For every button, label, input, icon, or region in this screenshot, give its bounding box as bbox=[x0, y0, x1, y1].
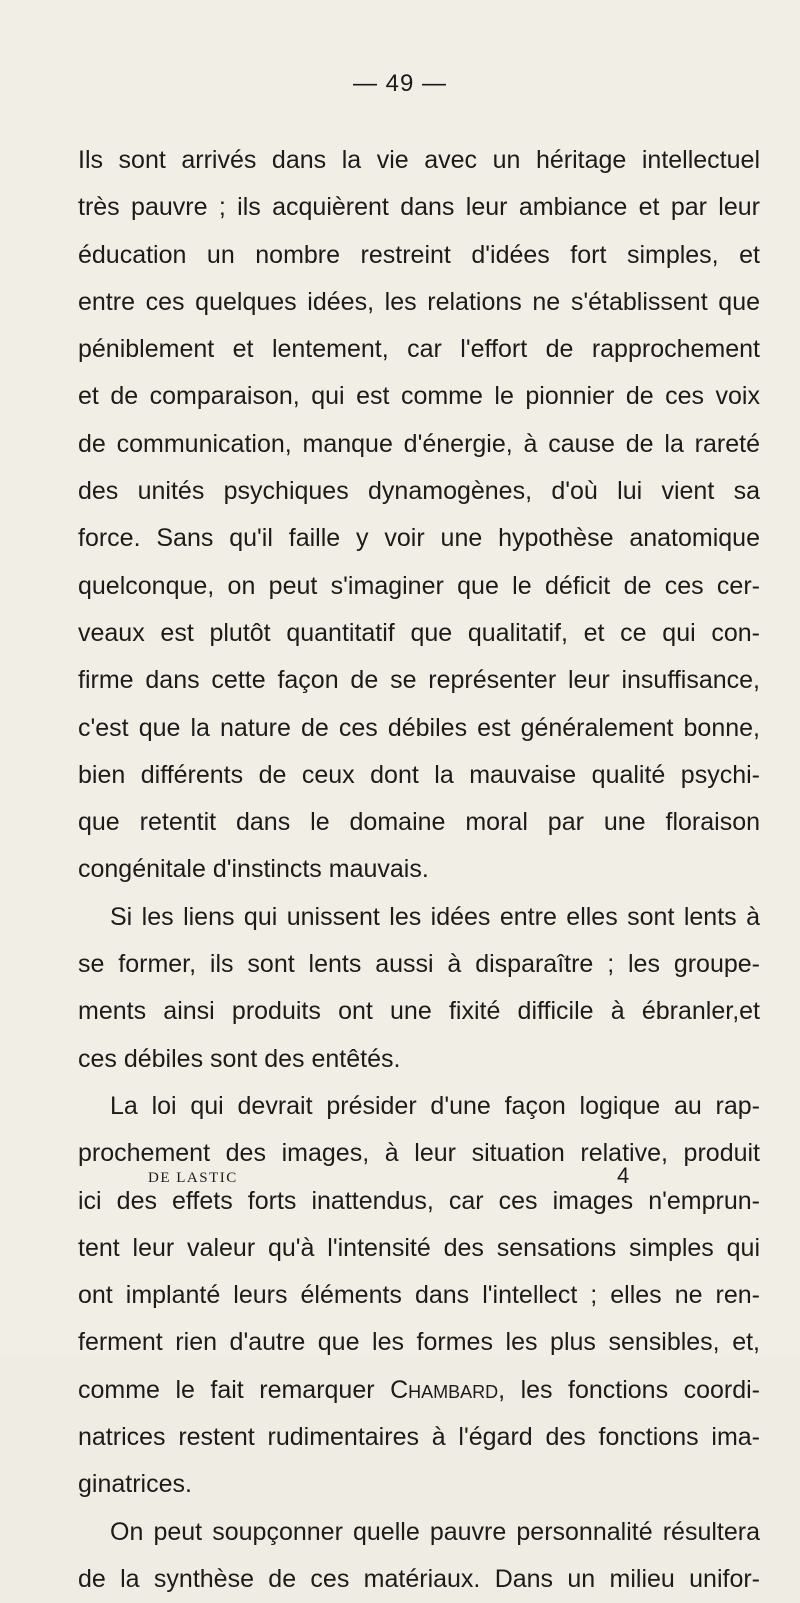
text-line: Ils sont arrivés dans la vie avec un héritage intellectuel bbox=[78, 146, 760, 174]
signature-mark: 4 bbox=[617, 1163, 630, 1188]
signature: DE LASTIC bbox=[148, 1170, 238, 1186]
text-line: entre ces quelques idées, les relations ne s'établissent que bbox=[78, 287, 760, 316]
text-line: bien différents de ceux dont la mauvaise qualité psychi- bbox=[78, 760, 760, 789]
text-line: quelconque, on peut s'imaginer que le déficit de ces cer- bbox=[78, 571, 760, 600]
text-line: que retentit dans le domaine moral par une floraison bbox=[78, 808, 760, 837]
text-line: natrices restent rudimentaires à l'égard des fonctions ima- bbox=[78, 1423, 760, 1452]
page-number: — 49 — bbox=[352, 70, 448, 97]
text-line: ont implanté leurs éléments dans l'intellect ; elles ne ren- bbox=[78, 1281, 760, 1310]
text-line: prochement des images, à leur situation relative, produit bbox=[78, 1139, 760, 1168]
text-line: tent leur valeur qu'à l'intensité des sensations simples qui bbox=[78, 1233, 760, 1262]
text-line: péniblement et lentement, car l'effort de rapprochement bbox=[78, 335, 760, 364]
text-line: de la synthèse de ces matériaux. Dans un milieu unifor- bbox=[78, 1564, 760, 1593]
text-line: veaux est plutôt quantitatif que qualitatif, et ce qui con- bbox=[78, 618, 760, 647]
author-name: Chambard bbox=[390, 1375, 499, 1404]
text-line: très pauvre ; ils acquièrent dans leur ambiance et par leur bbox=[78, 193, 760, 222]
text-line: ces débiles sont des entêtés. bbox=[78, 1044, 401, 1073]
text-line: ginatrices. bbox=[78, 1470, 192, 1499]
text-line: force. Sans qu'il faille y voir une hypothèse anatomique bbox=[78, 524, 760, 553]
line-text: , les fonctions coordi- bbox=[498, 1375, 760, 1404]
text-line: firme dans cette façon de se représenter leur insuffisance, bbox=[78, 666, 760, 695]
text-line: ferment rien d'autre que les formes les plus sensibles, et, bbox=[78, 1328, 760, 1357]
text-line: éducation un nombre restreint d'idées fort simples, et bbox=[78, 240, 760, 269]
text-line: ici des effets forts inattendus, car ces images n'emprun- bbox=[78, 1186, 760, 1215]
body-text bbox=[78, 137, 760, 1603]
text-line: congénitale d'instincts mauvais. bbox=[78, 855, 429, 884]
text-line: ments ainsi produits ont une fixité difficile à ébranler,et bbox=[78, 997, 760, 1026]
line-text: comme le fait remarquer bbox=[78, 1375, 391, 1404]
text-line: c'est que la nature de ces débiles est généralement bonne, bbox=[78, 713, 760, 742]
text-line: et de comparaison, qui est comme le pionnier de ces voix bbox=[78, 382, 760, 411]
text-line: Si les liens qui unissent les idées entre elles sont lents à bbox=[110, 902, 760, 931]
text-line: La loi qui devrait présider d'une façon logique au rap- bbox=[110, 1091, 760, 1120]
text-line: des unités psychiques dynamogènes, d'où lui vient sa bbox=[78, 477, 760, 506]
text-line: de communication, manque d'énergie, à cause de la rareté bbox=[78, 429, 760, 458]
text-line: On peut soupçonner quelle pauvre personnalité résultera bbox=[110, 1517, 760, 1546]
text-line bbox=[78, 1367, 760, 1414]
text-line: se former, ils sont lents aussi à disparaître ; les groupe- bbox=[78, 950, 760, 979]
